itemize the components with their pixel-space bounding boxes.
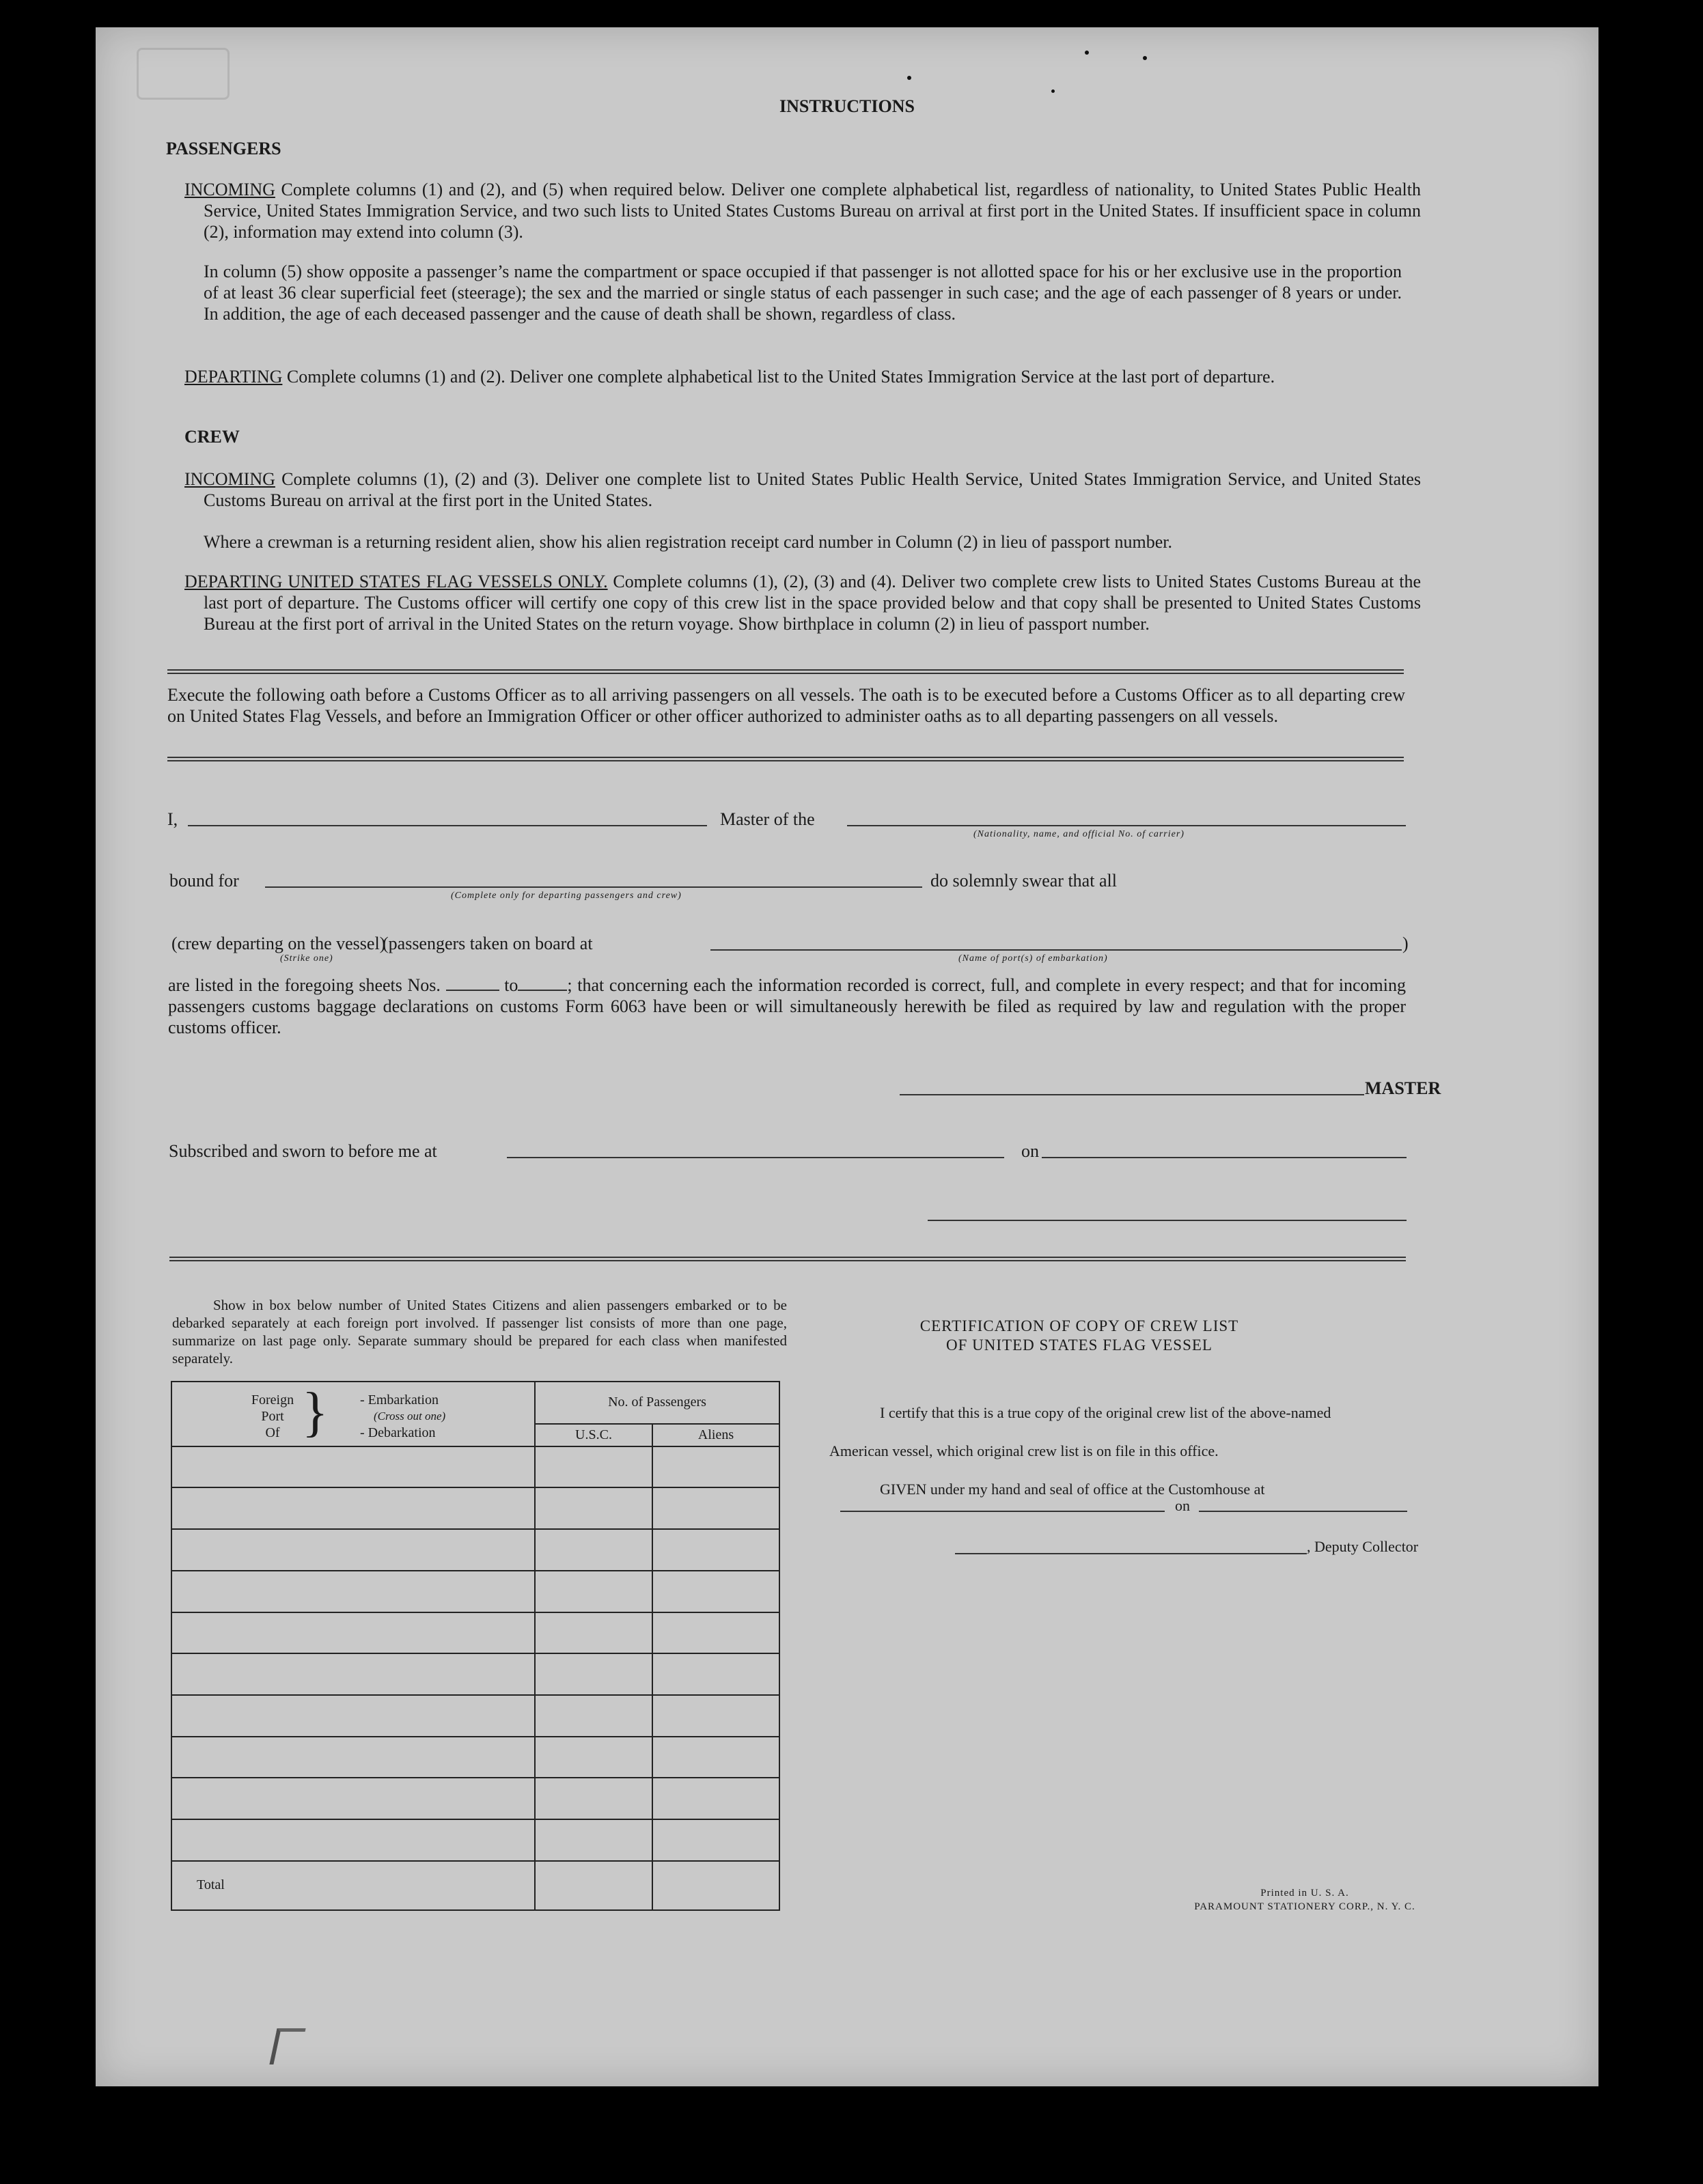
brace-icon: } <box>302 1382 329 1442</box>
swear-label: do solemnly swear that all <box>930 871 1117 891</box>
printer-line1: Printed in U. S. A. <box>1260 1888 1349 1899</box>
aliens-cell[interactable] <box>652 1737 779 1778</box>
usc-cell[interactable] <box>535 1571 652 1612</box>
summary-instruction: Show in box below number of United States Citizens and alien passengers embarked or to be debarked separately at each foreign port involved. If passenger list consists of more than one page, summarize on last page only. Separate summary should be prepared for each class when manifested separately. <box>172 1297 787 1367</box>
strike-one-caption: (Strike one) <box>280 953 333 964</box>
certification-heading-line1: CERTIFICATION OF COPY OF CREW LIST <box>919 1317 1239 1334</box>
usc-cell[interactable] <box>535 1653 652 1695</box>
certification-heading <box>847 1317 1312 1355</box>
port-cell[interactable] <box>171 1487 535 1529</box>
of-label: Of <box>265 1425 280 1440</box>
customhouse-field[interactable] <box>840 1511 1165 1512</box>
master-of-the-label: Master of the <box>720 809 815 829</box>
ink-smudge <box>269 2028 305 2064</box>
bound-for-label: bound for <box>169 871 239 891</box>
speck <box>1143 56 1147 60</box>
master-label: MASTER <box>1365 1078 1441 1098</box>
form-page <box>96 27 1598 2086</box>
page-title: INSTRUCTIONS <box>779 96 915 116</box>
crew-departing-label: DEPARTING UNITED STATES FLAG VESSELS ONLY. <box>184 572 608 591</box>
debarkation-label: - Debarkation <box>360 1425 436 1440</box>
deputy-collector-signature-field[interactable] <box>955 1553 1307 1554</box>
carrier-field[interactable] <box>847 825 1406 826</box>
sworn-date-field[interactable] <box>1042 1157 1407 1158</box>
embarkation-label: - Embarkation <box>360 1392 439 1408</box>
aliens-cell[interactable] <box>652 1612 779 1654</box>
certify-line2: American vessel, which original crew list is on file in this office. <box>829 1442 1219 1459</box>
embarkation-ports-field[interactable] <box>710 949 1402 951</box>
oath-i-label: I, <box>167 809 178 829</box>
usc-total-cell[interactable] <box>535 1861 652 1910</box>
column5-paragraph: In column (5) show opposite a passenger’s name the compartment or space occupied if that passenger is not allotted space for his or her exclusive use in the proportion of at least 36 clear superficial feet (steerage); the sex and the married or single status of each passenger in such case; and the age of each passenger of 8 years or under. In addition, the age of each deceased passenger and the cause of death shall be shown, regardless of class. <box>204 262 1402 324</box>
crew-resident-paragraph: Where a crewman is a returning resident alien, show his alien registration receipt card number in Column (2) in lieu of passport number. <box>204 532 1173 552</box>
bound-for-caption: (Complete only for departing passengers and crew) <box>451 891 682 901</box>
port-label: Port <box>261 1409 284 1424</box>
passenger-summary-table <box>171 1381 780 1911</box>
oath-listed-paragraph <box>168 975 1406 1038</box>
crew-departing-paragraph <box>184 571 1421 634</box>
printer-line2: PARAMOUNT STATIONERY CORP., N. Y. C. <box>1194 1901 1415 1912</box>
total-label: Total <box>171 1861 535 1910</box>
given-line: GIVEN under my hand and seal of office at the Customhouse at <box>880 1481 1265 1498</box>
oath-instruction: Execute the following oath before a Customs Officer as to all arriving passengers on all vessels. The oath is to be executed before a Customs Officer as to all departing crew on United States Flag Vessels, and before an Immigration Officer or other officer authorized to administer oaths as to all departing passengers on all vessels. <box>167 685 1405 726</box>
crew-departing-option: (crew departing on the vessel) <box>171 934 386 953</box>
port-cell[interactable] <box>171 1819 535 1861</box>
port-cell[interactable] <box>171 1529 535 1571</box>
aliens-cell[interactable] <box>652 1571 779 1612</box>
crew-incoming-label: INCOMING <box>184 469 275 489</box>
passengers-incoming-label: INCOMING <box>184 180 275 199</box>
passengers-heading: PASSENGERS <box>166 139 281 158</box>
passengers-departing-paragraph <box>184 366 1421 387</box>
crew-heading: CREW <box>184 427 240 447</box>
faint-stamp-mark <box>137 48 230 100</box>
usc-cell[interactable] <box>535 1778 652 1819</box>
usc-cell[interactable] <box>535 1819 652 1861</box>
aliens-header: Aliens <box>652 1424 779 1446</box>
crew-departing-text: Complete columns (1), (2), (3) and (4). Deliver two complete crew lists to United States Customs Bureau at the last port of departure. The Customs officer will certify one copy of this crew list in the space provided below and that copy shall be presented to United States Customs Bureau at the first port of arrival in the United States on the return voyage. Show birthplace in column (2) in lieu of passport number. <box>204 572 1422 634</box>
certification-on-label: on <box>1175 1497 1190 1514</box>
certify-line1: I certify that this is a true copy of the original crew list of the above-named <box>880 1404 1331 1421</box>
cross-out-label: (Cross out one) <box>374 1410 446 1423</box>
crew-incoming-text: Complete columns (1), (2) and (3). Deliver one complete list to United States Public Health Service, United States Immigration Service, and United States Customs Bureau on arrival at the first port in the United States. <box>204 469 1422 510</box>
listed-rest-text: ; that concerning each the information recorded is correct, full, and complete in every respect; and that for incoming passengers customs baggage declarations on customs Form 6063 have been or will simultaneously herewith be filed as required by law and regulation with the proper customs officer. <box>168 975 1406 1037</box>
port-cell[interactable] <box>171 1737 535 1778</box>
speck <box>1085 51 1089 55</box>
passengers-incoming-paragraph <box>184 179 1421 242</box>
aliens-cell[interactable] <box>652 1695 779 1737</box>
foreign-port-header <box>171 1382 535 1446</box>
speck <box>1051 89 1055 93</box>
subscribed-label: Subscribed and sworn to before me at <box>169 1141 437 1161</box>
port-cell[interactable] <box>171 1653 535 1695</box>
printer-imprint <box>1120 1886 1489 1914</box>
usc-cell[interactable] <box>535 1487 652 1529</box>
port-cell[interactable] <box>171 1778 535 1819</box>
aliens-cell[interactable] <box>652 1446 779 1488</box>
passengers-incoming-text: Complete columns (1) and (2), and (5) when required below. Deliver one complete alphabetical list, regardless of nationality, to United States Public Health Service, United States Immigration Service, and two such lists to United States Customs Bureau on arrival at first port in the United States. If insufficient space in column (2), information may extend into column (3). <box>204 180 1421 242</box>
passengers-departing-text: Complete columns (1) and (2). Deliver one complete alphabetical list to the United States Immigration Service at the last port of departure. <box>286 367 1275 387</box>
sworn-place-field[interactable] <box>507 1157 1004 1158</box>
aliens-cell[interactable] <box>652 1487 779 1529</box>
usc-cell[interactable] <box>535 1612 652 1654</box>
listed-in-text: are listed in the foregoing sheets Nos. <box>168 975 441 995</box>
passengers-departing-label: DEPARTING <box>184 367 283 387</box>
master-signature-field[interactable] <box>900 1094 1364 1095</box>
to-label: to <box>504 975 518 995</box>
close-paren: ) <box>1402 934 1409 953</box>
port-cell[interactable] <box>171 1612 535 1654</box>
sheet-from-field[interactable] <box>446 990 499 991</box>
aliens-cell[interactable] <box>652 1819 779 1861</box>
no-passengers-header: No. of Passengers <box>535 1382 779 1424</box>
usc-cell[interactable] <box>535 1529 652 1571</box>
port-cell[interactable] <box>171 1446 535 1488</box>
port-cell[interactable] <box>171 1695 535 1737</box>
ports-caption: (Name of port(s) of embarkation) <box>958 953 1108 964</box>
speck <box>907 76 911 80</box>
usc-cell[interactable] <box>535 1737 652 1778</box>
crew-incoming-paragraph <box>184 468 1421 511</box>
aliens-cell[interactable] <box>652 1778 779 1819</box>
divider-1 <box>167 669 1404 674</box>
foreign-label: Foreign <box>251 1392 294 1408</box>
bound-for-field[interactable] <box>265 886 922 888</box>
aliens-cell[interactable] <box>652 1653 779 1695</box>
aliens-cell[interactable] <box>652 1529 779 1571</box>
master-name-field[interactable] <box>188 825 707 826</box>
officer-signature-field[interactable] <box>928 1220 1407 1221</box>
divider-2 <box>167 757 1404 761</box>
port-cell[interactable] <box>171 1571 535 1612</box>
certification-date-field[interactable] <box>1199 1511 1407 1512</box>
passengers-taken-option: (passengers taken on board at <box>383 934 593 953</box>
usc-cell[interactable] <box>535 1446 652 1488</box>
certification-heading-line2: OF UNITED STATES FLAG VESSEL <box>946 1336 1213 1354</box>
usc-cell[interactable] <box>535 1695 652 1737</box>
usc-header: U.S.C. <box>535 1424 652 1446</box>
carrier-caption: (Nationality, name, and official No. of carrier) <box>973 829 1185 839</box>
sheet-to-field[interactable] <box>518 990 567 991</box>
aliens-total-cell[interactable] <box>652 1861 779 1910</box>
sworn-on-label: on <box>1021 1141 1039 1161</box>
divider-3 <box>169 1257 1406 1261</box>
deputy-collector-label: , Deputy Collector <box>1307 1538 1419 1555</box>
